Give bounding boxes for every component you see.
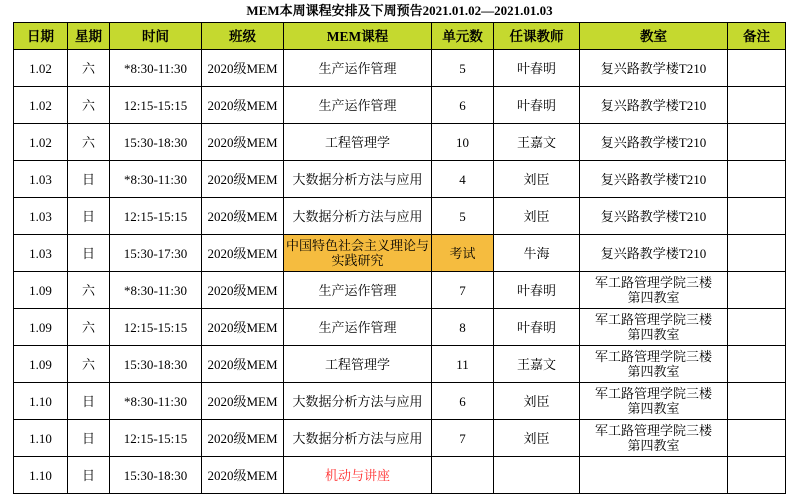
page-title: MEM本周课程安排及下周预告2021.01.02—2021.01.03 [246,3,553,18]
column-header-class: 班级 [202,23,284,50]
cell-weekday: 六 [68,309,110,346]
column-header-course: MEM课程 [284,23,432,50]
cell-course: 生产运作管理 [284,309,432,346]
cell-classroom: 复兴路教学楼T210 [580,198,728,235]
cell-weekday: 六 [68,272,110,309]
table-row [14,457,786,494]
cell-weekday: 日 [68,235,110,272]
cell-time: 12:15-15:15 [110,87,202,124]
schedule-table [13,22,786,494]
cell-time: 15:30-18:30 [110,346,202,383]
cell-weekday: 六 [68,124,110,161]
cell-date: 1.09 [14,346,68,383]
cell-remark [728,161,786,198]
cell-teacher: 刘臣 [494,383,580,420]
cell-course: 机动与讲座 [284,457,432,494]
cell-remark [728,235,786,272]
table-header [14,23,786,50]
cell-course: 生产运作管理 [284,272,432,309]
column-header-classroom: 教室 [580,23,728,50]
cell-time: 15:30-17:30 [110,235,202,272]
cell-teacher [494,457,580,494]
cell-remark [728,87,786,124]
cell-units: 6 [432,383,494,420]
cell-course: 工程管理学 [284,346,432,383]
cell-classroom: 复兴路教学楼T210 [580,124,728,161]
cell-date: 1.03 [14,198,68,235]
cell-class: 2020级MEM [202,235,284,272]
cell-classroom [580,346,728,383]
cell-remark [728,50,786,87]
cell-teacher: 王嘉文 [494,124,580,161]
table-row [14,309,786,346]
cell-date: 1.02 [14,87,68,124]
cell-time: *8:30-11:30 [110,272,202,309]
cell-class: 2020级MEM [202,383,284,420]
cell-classroom: 复兴路教学楼T210 [580,50,728,87]
cell-units: 8 [432,309,494,346]
cell-course: 生产运作管理 [284,50,432,87]
cell-weekday: 六 [68,50,110,87]
classroom-line-1: 军工路管理学院三楼 [594,423,712,438]
cell-time: 12:15-15:15 [110,309,202,346]
cell-time: *8:30-11:30 [110,383,202,420]
table-row [14,346,786,383]
cell-units: 考试 [432,235,494,272]
cell-units [432,457,494,494]
cell-weekday: 日 [68,420,110,457]
cell-units: 5 [432,50,494,87]
cell-remark [728,124,786,161]
column-header-weekday: 星期 [68,23,110,50]
cell-teacher: 叶春明 [494,309,580,346]
table-row [14,383,786,420]
cell-course: 工程管理学 [284,124,432,161]
cell-weekday: 六 [68,87,110,124]
cell-teacher: 王嘉文 [494,346,580,383]
cell-remark [728,309,786,346]
cell-date: 1.03 [14,161,68,198]
cell-time: 12:15-15:15 [110,420,202,457]
column-header-teacher: 任课教师 [494,23,580,50]
cell-weekday: 六 [68,346,110,383]
cell-remark [728,420,786,457]
cell-class: 2020级MEM [202,272,284,309]
table-body [14,50,786,494]
cell-teacher: 叶春明 [494,50,580,87]
cell-date: 1.09 [14,272,68,309]
cell-classroom [580,457,728,494]
cell-teacher: 叶春明 [494,272,580,309]
cell-date: 1.02 [14,50,68,87]
cell-time: 12:15-15:15 [110,198,202,235]
table-row [14,420,786,457]
cell-course: 大数据分析方法与应用 [284,161,432,198]
classroom-line-1: 军工路管理学院三楼 [594,349,712,364]
classroom-line-2: 第四教室 [627,290,680,305]
cell-teacher: 刘臣 [494,420,580,457]
cell-weekday: 日 [68,198,110,235]
cell-course: 大数据分析方法与应用 [284,383,432,420]
table-row [14,87,786,124]
cell-class: 2020级MEM [202,346,284,383]
cell-remark [728,346,786,383]
cell-time: 15:30-18:30 [110,124,202,161]
classroom-line-2: 第四教室 [627,327,680,342]
cell-units: 5 [432,198,494,235]
cell-date: 1.10 [14,420,68,457]
table-row [14,235,786,272]
cell-units: 7 [432,420,494,457]
cell-teacher: 刘臣 [494,161,580,198]
classroom-line-1: 军工路管理学院三楼 [594,312,712,327]
classroom-line-1: 军工路管理学院三楼 [594,275,712,290]
cell-course: 大数据分析方法与应用 [284,420,432,457]
cell-course: 中国特色社会主义理论与实践研究 [284,235,432,272]
cell-class: 2020级MEM [202,309,284,346]
cell-classroom: 复兴路教学楼T210 [580,87,728,124]
cell-date: 1.03 [14,235,68,272]
cell-classroom [580,383,728,420]
cell-teacher: 刘臣 [494,198,580,235]
table-row [14,124,786,161]
cell-classroom [580,272,728,309]
table-row [14,161,786,198]
cell-weekday: 日 [68,383,110,420]
column-header-time: 时间 [110,23,202,50]
cell-classroom [580,309,728,346]
cell-teacher: 叶春明 [494,87,580,124]
cell-remark [728,272,786,309]
table-header-row [14,23,786,50]
cell-remark [728,198,786,235]
classroom-line-2: 第四教室 [627,438,680,453]
cell-units: 11 [432,346,494,383]
cell-class: 2020级MEM [202,457,284,494]
cell-class: 2020级MEM [202,124,284,161]
cell-date: 1.02 [14,124,68,161]
cell-units: 10 [432,124,494,161]
cell-remark [728,383,786,420]
table-row [14,198,786,235]
classroom-line-1: 军工路管理学院三楼 [594,386,712,401]
cell-classroom [580,420,728,457]
column-header-units: 单元数 [432,23,494,50]
cell-units: 7 [432,272,494,309]
column-header-remark: 备注 [728,23,786,50]
classroom-line-2: 第四教室 [627,364,680,379]
cell-class: 2020级MEM [202,420,284,457]
cell-class: 2020级MEM [202,161,284,198]
cell-date: 1.10 [14,457,68,494]
cell-class: 2020级MEM [202,87,284,124]
cell-teacher: 牛海 [494,235,580,272]
cell-units: 4 [432,161,494,198]
table-row [14,272,786,309]
cell-units: 6 [432,87,494,124]
cell-class: 2020级MEM [202,198,284,235]
cell-course: 生产运作管理 [284,87,432,124]
classroom-line-2: 第四教室 [627,401,680,416]
cell-course: 大数据分析方法与应用 [284,198,432,235]
cell-weekday: 日 [68,457,110,494]
cell-weekday: 日 [68,161,110,198]
cell-date: 1.10 [14,383,68,420]
column-header-date: 日期 [14,23,68,50]
table-row [14,50,786,87]
cell-class: 2020级MEM [202,50,284,87]
cell-time: *8:30-11:30 [110,50,202,87]
cell-remark [728,457,786,494]
cell-date: 1.09 [14,309,68,346]
cell-classroom: 复兴路教学楼T210 [580,235,728,272]
cell-time: 15:30-18:30 [110,457,202,494]
cell-time: *8:30-11:30 [110,161,202,198]
cell-classroom: 复兴路教学楼T210 [580,161,728,198]
